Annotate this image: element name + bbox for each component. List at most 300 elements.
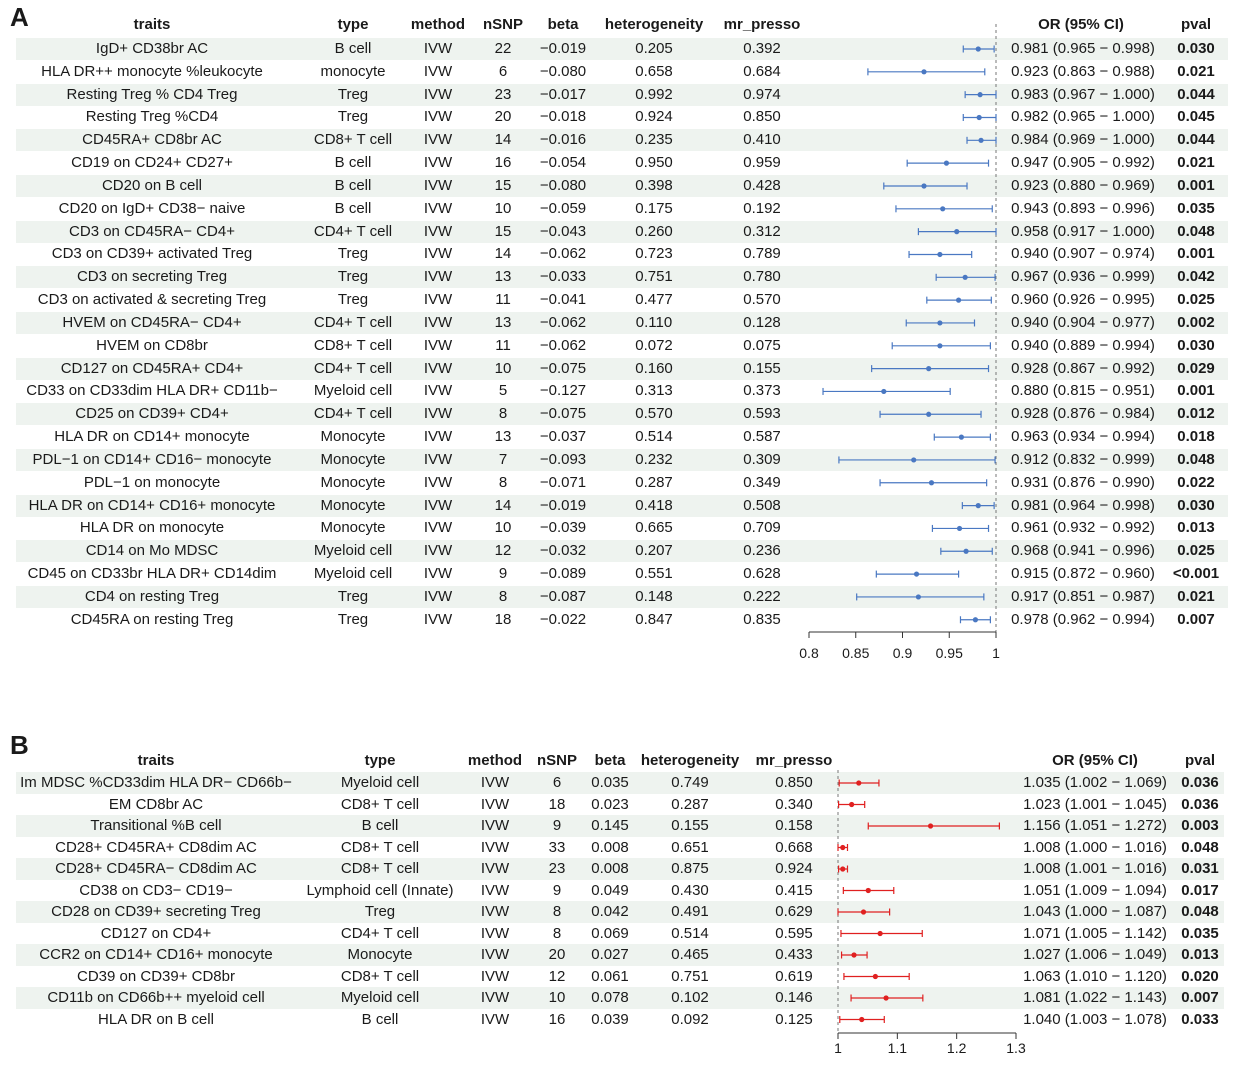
cell-mr-presso: 0.410 <box>743 131 781 149</box>
point-estimate <box>956 298 961 303</box>
cell-or-ci: 0.940 (0.904 − 0.977) <box>1011 313 1155 331</box>
column-header-mr-presso: mr_presso <box>723 16 801 33</box>
cell-method: IVW <box>423 268 453 286</box>
cell-pval: 0.021 <box>1177 587 1215 605</box>
cell-beta: 0.069 <box>591 924 629 942</box>
cell-heterogeneity: 0.658 <box>635 62 673 80</box>
cell-pval: 0.045 <box>1177 108 1215 126</box>
cell-heterogeneity: 0.665 <box>635 519 673 537</box>
cell-type: Monocyte <box>320 428 386 446</box>
cell-type: CD4+ T cell <box>313 222 393 240</box>
cell-heterogeneity: 0.551 <box>635 565 673 583</box>
cell-pval: 0.031 <box>1181 860 1219 877</box>
cell-nsnp: 5 <box>498 382 508 400</box>
cell-method: IVW <box>423 382 453 400</box>
cell-pval: 0.048 <box>1177 450 1215 468</box>
cell-pval: 0.030 <box>1177 40 1215 57</box>
point-estimate <box>973 617 978 622</box>
cell-method: IVW <box>423 587 453 605</box>
point-estimate <box>957 526 962 531</box>
cell-traits: Im MDSC %CD33dim HLA DR− CD66b− <box>20 774 292 791</box>
cell-pval: 0.025 <box>1177 542 1215 560</box>
cell-type: Treg <box>337 268 369 286</box>
cell-or-ci: 0.947 (0.905 − 0.992) <box>1011 154 1155 172</box>
column-header-nsnp: nSNP <box>482 16 524 33</box>
column-header-beta: beta <box>594 752 626 769</box>
cell-pval: 0.035 <box>1177 199 1215 217</box>
cell-traits: CD28+ CD45RA− CD8dim AC <box>55 860 257 877</box>
cell-heterogeneity: 0.072 <box>635 336 673 354</box>
column-header-traits: traits <box>137 752 175 769</box>
cell-heterogeneity: 0.751 <box>671 967 709 985</box>
cell-method: IVW <box>423 565 453 583</box>
x-tick-label: 0.85 <box>842 645 870 661</box>
cell-beta: −0.075 <box>539 359 587 377</box>
cell-method: IVW <box>480 860 510 877</box>
cell-heterogeneity: 0.110 <box>635 313 673 331</box>
panel-b-letter: B <box>10 730 29 760</box>
cell-nsnp: 12 <box>494 542 512 560</box>
cell-heterogeneity: 0.847 <box>635 610 673 628</box>
point-estimate <box>849 802 854 807</box>
cell-type: CD4+ T cell <box>313 405 393 423</box>
cell-pval: 0.035 <box>1181 924 1219 942</box>
column-header-traits: traits <box>133 16 171 33</box>
point-estimate <box>926 412 931 417</box>
cell-method: IVW <box>423 542 453 560</box>
cell-beta: −0.039 <box>539 519 587 537</box>
cell-mr-presso: 0.974 <box>743 85 781 103</box>
cell-method: IVW <box>480 989 510 1006</box>
cell-heterogeneity: 0.287 <box>635 473 673 491</box>
point-estimate <box>916 594 921 599</box>
cell-heterogeneity: 0.514 <box>635 428 673 446</box>
ci-mark <box>823 388 950 395</box>
cell-nsnp: 15 <box>494 222 512 240</box>
point-estimate <box>856 780 861 785</box>
cell-type: B cell <box>361 1010 399 1028</box>
cell-type: Monocyte <box>320 450 386 468</box>
cell-mr-presso: 0.780 <box>743 268 781 286</box>
cell-or-ci: 1.156 (1.051 − 1.272) <box>1023 817 1167 834</box>
cell-mr-presso: 0.309 <box>743 450 781 468</box>
cell-beta: −0.087 <box>539 587 587 605</box>
cell-or-ci: 0.915 (0.872 − 0.960) <box>1011 565 1155 583</box>
cell-traits: Transitional %B cell <box>90 817 222 834</box>
cell-method: IVW <box>480 1010 510 1028</box>
point-estimate <box>976 503 981 508</box>
point-estimate <box>928 823 933 828</box>
cell-heterogeneity: 0.514 <box>671 924 709 942</box>
cell-nsnp: 6 <box>498 62 508 80</box>
cell-beta: 0.042 <box>591 903 629 920</box>
x-tick-label: 1.1 <box>887 1040 908 1056</box>
cell-mr-presso: 0.392 <box>743 40 781 57</box>
cell-beta: −0.041 <box>539 291 587 309</box>
cell-nsnp: 13 <box>494 428 512 446</box>
cell-beta: −0.059 <box>539 199 587 217</box>
point-estimate <box>959 435 964 440</box>
cell-or-ci: 1.035 (1.002 − 1.069) <box>1023 774 1167 791</box>
cell-heterogeneity: 0.749 <box>671 774 709 791</box>
cell-heterogeneity: 0.992 <box>635 85 673 103</box>
cell-method: IVW <box>423 40 453 57</box>
point-estimate <box>914 571 919 576</box>
cell-traits: CD39 on CD39+ CD8br <box>77 967 235 985</box>
cell-heterogeneity: 0.751 <box>635 268 673 286</box>
cell-beta: −0.016 <box>539 131 587 149</box>
cell-beta: 0.039 <box>591 1010 629 1028</box>
cell-mr-presso: 0.587 <box>743 428 781 446</box>
cell-heterogeneity: 0.651 <box>671 838 709 856</box>
x-tick-label: 0.9 <box>892 645 913 661</box>
cell-method: IVW <box>423 131 453 149</box>
cell-heterogeneity: 0.465 <box>671 946 709 963</box>
point-estimate <box>883 995 888 1000</box>
x-tick-label: 1.3 <box>1006 1040 1026 1056</box>
cell-method: IVW <box>423 199 453 217</box>
cell-traits: HLA DR on B cell <box>98 1010 214 1028</box>
cell-method: IVW <box>423 610 453 628</box>
cell-method: IVW <box>423 405 453 423</box>
cell-heterogeneity: 0.398 <box>635 176 673 194</box>
ci-mark <box>868 823 999 830</box>
cell-nsnp: 9 <box>498 565 508 583</box>
cell-pval: 0.025 <box>1177 291 1215 309</box>
cell-nsnp: 18 <box>494 610 512 628</box>
cell-or-ci: 0.961 (0.932 − 0.992) <box>1011 519 1155 537</box>
column-header-heterogeneity: heterogeneity <box>640 752 740 769</box>
cell-pval: 0.044 <box>1177 131 1215 149</box>
cell-pval: 0.021 <box>1177 154 1215 172</box>
cell-beta: −0.062 <box>539 313 587 331</box>
cell-beta: −0.127 <box>539 382 587 400</box>
cell-mr-presso: 0.789 <box>743 245 781 263</box>
cell-beta: −0.062 <box>539 336 587 354</box>
cell-or-ci: 0.931 (0.876 − 0.990) <box>1011 473 1155 491</box>
cell-beta: 0.049 <box>591 881 629 899</box>
cell-or-ci: 0.880 (0.815 − 0.951) <box>1011 382 1155 400</box>
panel-a-letter: A <box>10 2 29 32</box>
cell-mr-presso: 0.146 <box>775 989 813 1006</box>
cell-or-ci: 0.940 (0.889 − 0.994) <box>1011 336 1155 354</box>
cell-or-ci: 1.008 (1.000 − 1.016) <box>1023 838 1167 856</box>
cell-or-ci: 1.063 (1.010 − 1.120) <box>1023 967 1167 985</box>
cell-method: IVW <box>480 795 510 813</box>
cell-beta: −0.080 <box>539 62 587 80</box>
cell-beta: −0.017 <box>539 85 587 103</box>
cell-nsnp: 22 <box>494 40 512 57</box>
point-estimate <box>954 229 959 234</box>
cell-pval: 0.042 <box>1177 268 1215 286</box>
cell-traits: CD127 on CD45RA+ CD4+ <box>60 359 244 377</box>
cell-traits: EM CD8br AC <box>108 795 204 813</box>
cell-traits: HLA DR on CD14+ monocyte <box>54 428 250 446</box>
cell-mr-presso: 0.593 <box>743 405 781 423</box>
cell-pval: 0.001 <box>1177 176 1215 194</box>
cell-traits: CD3 on CD39+ activated Treg <box>51 245 253 263</box>
cell-or-ci: 0.981 (0.964 − 0.998) <box>1011 496 1155 514</box>
cell-heterogeneity: 0.924 <box>635 108 673 126</box>
cell-traits: CD19 on CD24+ CD27+ <box>71 154 233 172</box>
cell-nsnp: 11 <box>495 336 511 354</box>
cell-pval: 0.007 <box>1177 610 1215 628</box>
cell-type: CD8+ T cell <box>313 131 393 149</box>
cell-nsnp: 12 <box>548 967 566 985</box>
cell-type: Monocyte <box>347 946 413 963</box>
cell-mr-presso: 0.570 <box>743 291 781 309</box>
cell-type: Monocyte <box>320 519 386 537</box>
x-tick-label: 1 <box>834 1040 842 1056</box>
cell-pval: 0.044 <box>1177 85 1215 103</box>
cell-beta: 0.078 <box>591 989 629 1006</box>
cell-nsnp: 8 <box>498 405 508 423</box>
cell-pval: <0.001 <box>1172 565 1220 583</box>
column-header-pval: pval <box>1184 752 1216 769</box>
cell-nsnp: 10 <box>548 989 566 1006</box>
column-header-type: type <box>337 16 369 33</box>
cell-beta: −0.093 <box>539 450 587 468</box>
cell-nsnp: 6 <box>552 774 562 791</box>
cell-or-ci: 0.958 (0.917 − 1.000) <box>1011 222 1155 240</box>
cell-nsnp: 20 <box>548 946 566 963</box>
point-estimate <box>929 480 934 485</box>
cell-mr-presso: 0.222 <box>743 587 781 605</box>
cell-type: Lymphoid cell (Innate) <box>306 881 454 899</box>
cell-pval: 0.013 <box>1181 946 1219 963</box>
cell-nsnp: 14 <box>494 245 512 263</box>
cell-method: IVW <box>423 450 453 468</box>
column-header-mr-presso: mr_presso <box>755 752 833 769</box>
cell-beta: −0.043 <box>539 222 587 240</box>
cell-traits: CD45 on CD33br HLA DR+ CD14dim <box>27 565 277 583</box>
cell-pval: 0.017 <box>1181 881 1219 899</box>
cell-mr-presso: 0.155 <box>743 359 781 377</box>
cell-mr-presso: 0.433 <box>775 946 813 963</box>
cell-heterogeneity: 0.232 <box>635 450 673 468</box>
forest-plot <box>0 728 1240 1068</box>
column-header-or-ci: OR (95% CI) <box>1052 752 1138 769</box>
cell-type: Treg <box>337 108 369 126</box>
cell-type: Treg <box>337 85 369 103</box>
cell-traits: CD25 on CD39+ CD4+ <box>75 405 229 423</box>
point-estimate <box>937 320 942 325</box>
cell-pval: 0.021 <box>1177 62 1215 80</box>
cell-type: Monocyte <box>320 473 386 491</box>
cell-nsnp: 18 <box>548 795 566 813</box>
cell-heterogeneity: 0.235 <box>635 131 673 149</box>
cell-or-ci: 0.928 (0.876 − 0.984) <box>1011 405 1155 423</box>
cell-nsnp: 13 <box>494 313 512 331</box>
ci-mark <box>839 456 995 463</box>
column-header-or-ci: OR (95% CI) <box>1038 16 1124 33</box>
cell-beta: −0.037 <box>539 428 587 446</box>
point-estimate <box>840 845 845 850</box>
point-estimate <box>873 974 878 979</box>
cell-traits: CD38 on CD3− CD19− <box>79 881 233 899</box>
cell-or-ci: 0.912 (0.832 − 0.999) <box>1011 450 1155 468</box>
cell-beta: −0.075 <box>539 405 587 423</box>
cell-traits: CD20 on IgD+ CD38− naive <box>58 199 246 217</box>
cell-method: IVW <box>480 946 510 963</box>
cell-type: Myeloid cell <box>313 542 393 560</box>
cell-heterogeneity: 0.175 <box>635 199 673 217</box>
cell-pval: 0.030 <box>1177 496 1215 514</box>
cell-traits: HLA DR on monocyte <box>79 519 225 537</box>
x-tick-label: 1.2 <box>946 1040 967 1056</box>
cell-traits: CD45RA on resting Treg <box>70 610 234 628</box>
cell-pval: 0.001 <box>1177 382 1215 400</box>
cell-mr-presso: 0.236 <box>743 542 781 560</box>
cell-nsnp: 15 <box>494 176 512 194</box>
cell-pval: 0.007 <box>1181 989 1219 1006</box>
cell-type: Treg <box>337 245 369 263</box>
cell-method: IVW <box>480 924 510 942</box>
cell-or-ci: 0.917 (0.851 − 0.987) <box>1011 587 1155 605</box>
point-estimate <box>926 366 931 371</box>
cell-heterogeneity: 0.160 <box>635 359 673 377</box>
cell-traits: CD4 on resting Treg <box>84 587 220 605</box>
column-header-method: method <box>467 752 523 769</box>
cell-pval: 0.003 <box>1181 817 1219 834</box>
cell-nsnp: 8 <box>498 473 508 491</box>
cell-type: Treg <box>337 587 369 605</box>
cell-mr-presso: 0.340 <box>775 795 813 813</box>
cell-method: IVW <box>423 519 453 537</box>
cell-traits: CD45RA+ CD8br AC <box>82 131 222 149</box>
cell-pval: 0.001 <box>1177 245 1215 263</box>
cell-traits: CD3 on CD45RA− CD4+ <box>69 222 235 240</box>
cell-beta: 0.008 <box>591 838 629 856</box>
cell-heterogeneity: 0.875 <box>671 860 709 877</box>
cell-or-ci: 0.940 (0.907 − 0.974) <box>1011 245 1155 263</box>
cell-traits: CD28+ CD45RA+ CD8dim AC <box>55 838 257 856</box>
cell-beta: 0.035 <box>591 774 629 791</box>
cell-method: IVW <box>423 222 453 240</box>
cell-or-ci: 0.923 (0.880 − 0.969) <box>1011 176 1155 194</box>
cell-type: CD4+ T cell <box>313 313 393 331</box>
cell-beta: −0.032 <box>539 542 587 560</box>
cell-nsnp: 9 <box>552 881 562 899</box>
cell-traits: CD14 on Mo MDSC <box>85 542 219 560</box>
cell-traits: CD11b on CD66b++ myeloid cell <box>47 989 265 1006</box>
cell-mr-presso: 0.158 <box>775 817 813 834</box>
cell-or-ci: 1.027 (1.006 − 1.049) <box>1023 946 1167 963</box>
point-estimate <box>937 252 942 257</box>
cell-heterogeneity: 0.260 <box>635 222 673 240</box>
cell-nsnp: 14 <box>494 131 512 149</box>
cell-heterogeneity: 0.092 <box>671 1010 709 1028</box>
cell-type: B cell <box>334 176 372 194</box>
cell-pval: 0.048 <box>1181 838 1219 856</box>
point-estimate <box>840 866 845 871</box>
cell-traits: CD3 on activated & secreting Treg <box>37 291 267 309</box>
point-estimate <box>963 275 968 280</box>
cell-or-ci: 1.043 (1.000 − 1.087) <box>1023 903 1167 920</box>
cell-pval: 0.036 <box>1181 774 1219 791</box>
cell-nsnp: 23 <box>494 85 512 103</box>
column-header-heterogeneity: heterogeneity <box>604 16 704 33</box>
cell-beta: −0.054 <box>539 154 587 172</box>
cell-traits: PDL−1 on CD14+ CD16− monocyte <box>32 450 272 468</box>
cell-nsnp: 8 <box>498 587 508 605</box>
point-estimate <box>921 183 926 188</box>
cell-mr-presso: 0.595 <box>775 924 813 942</box>
cell-nsnp: 16 <box>494 154 512 172</box>
cell-pval: 0.036 <box>1181 795 1219 813</box>
cell-type: B cell <box>361 817 399 834</box>
cell-or-ci: 0.968 (0.941 − 0.996) <box>1011 542 1155 560</box>
cell-heterogeneity: 0.287 <box>671 795 709 813</box>
cell-nsnp: 13 <box>494 268 512 286</box>
cell-mr-presso: 0.668 <box>775 838 813 856</box>
cell-or-ci: 1.051 (1.009 − 1.094) <box>1023 881 1167 899</box>
point-estimate <box>976 46 981 51</box>
cell-method: IVW <box>423 245 453 263</box>
cell-mr-presso: 0.628 <box>743 565 781 583</box>
cell-mr-presso: 0.619 <box>775 967 813 985</box>
cell-traits: PDL−1 on monocyte <box>83 473 221 491</box>
cell-mr-presso: 0.684 <box>743 62 781 80</box>
cell-pval: 0.018 <box>1177 428 1215 446</box>
cell-nsnp: 33 <box>548 838 566 856</box>
cell-traits: HLA DR++ monocyte %leukocyte <box>41 62 263 80</box>
cell-nsnp: 10 <box>494 359 512 377</box>
cell-type: B cell <box>334 40 372 57</box>
cell-traits: HLA DR on CD14+ CD16+ monocyte <box>28 496 276 514</box>
cell-traits: CD127 on CD4+ <box>100 924 212 942</box>
cell-traits: CD20 on B cell <box>101 176 203 194</box>
cell-nsnp: 9 <box>552 817 562 834</box>
column-header-pval: pval <box>1180 16 1212 33</box>
cell-nsnp: 23 <box>548 860 566 877</box>
column-header-type: type <box>364 752 396 769</box>
cell-nsnp: 7 <box>498 450 508 468</box>
point-estimate <box>911 457 916 462</box>
cell-heterogeneity: 0.477 <box>635 291 673 309</box>
cell-traits: CD33 on CD33dim HLA DR+ CD11b− <box>26 382 278 400</box>
cell-mr-presso: 0.629 <box>775 903 813 920</box>
x-tick-label: 0.8 <box>799 645 819 661</box>
cell-traits: IgD+ CD38br AC <box>95 40 209 57</box>
cell-method: IVW <box>480 881 510 899</box>
cell-mr-presso: 0.128 <box>743 313 781 331</box>
cell-type: Treg <box>337 291 369 309</box>
cell-nsnp: 11 <box>495 291 511 309</box>
x-tick-label: 0.95 <box>935 645 963 661</box>
cell-heterogeneity: 0.155 <box>671 817 709 834</box>
cell-pval: 0.022 <box>1177 473 1215 491</box>
cell-beta: 0.061 <box>591 967 629 985</box>
cell-heterogeneity: 0.950 <box>635 154 673 172</box>
cell-nsnp: 14 <box>494 496 512 514</box>
cell-type: B cell <box>334 154 372 172</box>
cell-mr-presso: 0.428 <box>743 176 781 194</box>
cell-or-ci: 1.008 (1.001 − 1.016) <box>1023 860 1167 877</box>
cell-beta: −0.062 <box>539 245 587 263</box>
cell-or-ci: 0.943 (0.893 − 0.996) <box>1011 199 1155 217</box>
cell-or-ci: 1.040 (1.003 − 1.078) <box>1023 1010 1167 1028</box>
cell-type: CD8+ T cell <box>340 838 420 856</box>
cell-pval: 0.033 <box>1181 1010 1219 1028</box>
cell-or-ci: 1.023 (1.001 − 1.045) <box>1023 795 1167 813</box>
cell-nsnp: 16 <box>548 1010 566 1028</box>
cell-mr-presso: 0.924 <box>775 860 813 877</box>
cell-or-ci: 0.967 (0.936 − 0.999) <box>1011 268 1155 286</box>
cell-mr-presso: 0.075 <box>743 336 781 354</box>
cell-method: IVW <box>423 359 453 377</box>
cell-method: IVW <box>423 176 453 194</box>
